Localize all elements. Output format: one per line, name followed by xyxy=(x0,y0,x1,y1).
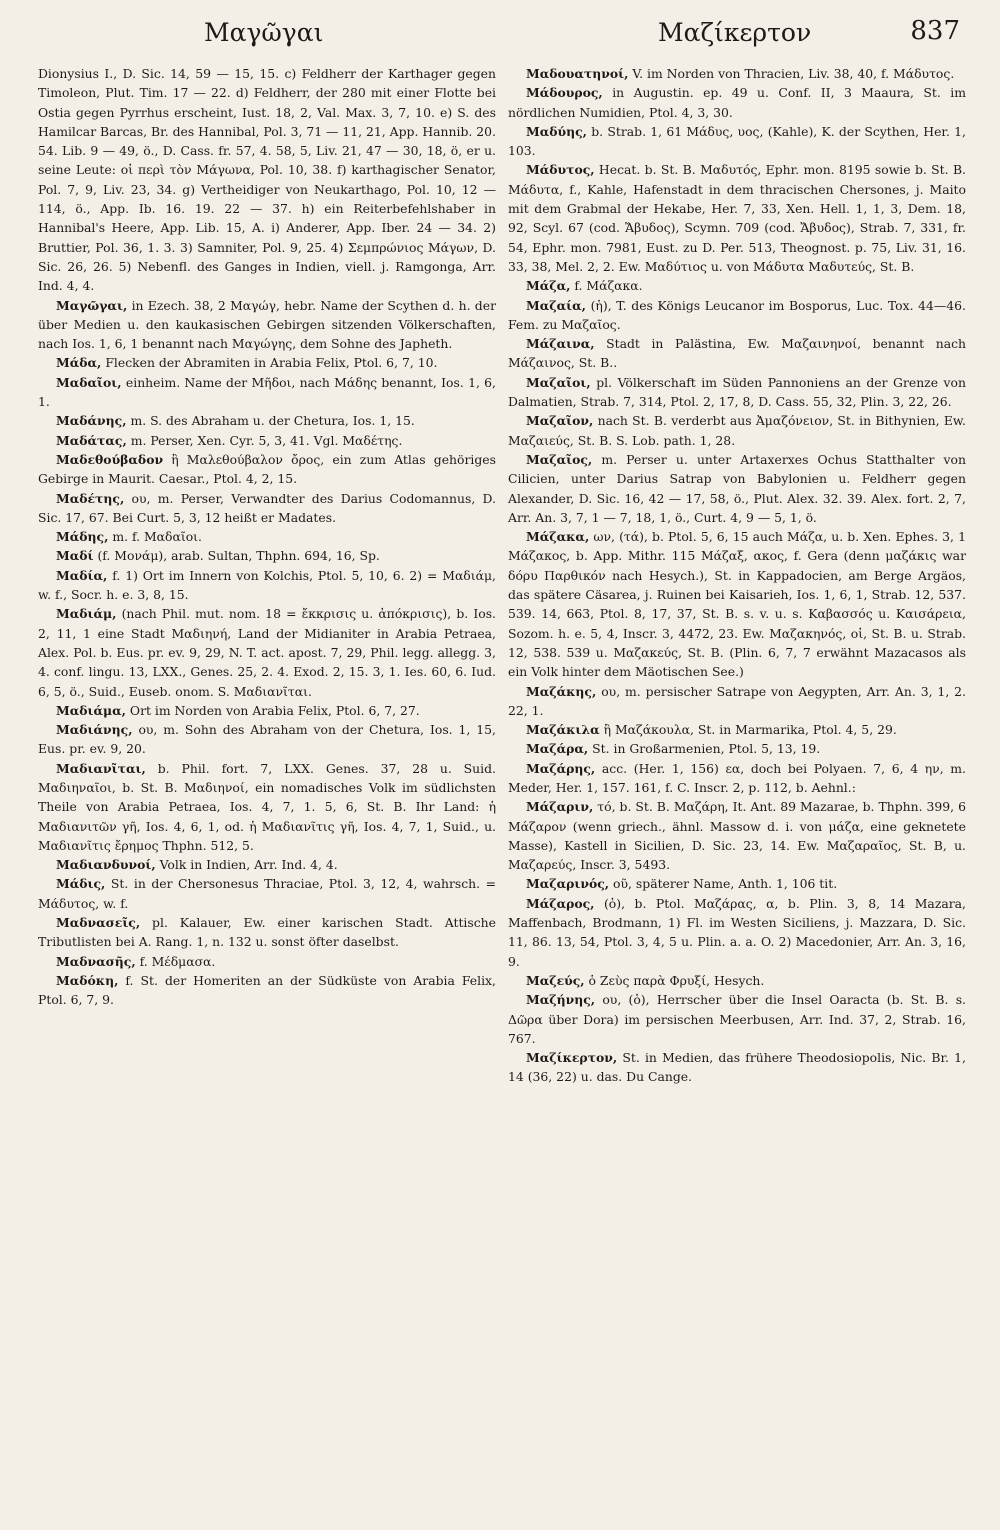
entry-headword: Μαζαρινός, xyxy=(526,876,610,892)
entry-text: St. in Großarmenien, Ptol. 5, 13, 19. xyxy=(588,741,821,757)
entry-headword: Μαδιάνης, xyxy=(56,722,133,738)
entry-text: τό, b. St. B. Μαζάρη, It. Ant. 89 Mazarae, b. Thphn. 399, 6 Μάζαρον (wenn griech., ähnl. Massow d. i. von μάζα, eine geknetete Masse), Kastell in Sicilien, D. Sic. 23, 14. Ew. Μαζαραῖος, St. B, u. Μαζαρεύς, Inscr. 3, 5493. xyxy=(508,799,966,873)
dictionary-entry xyxy=(38,604,496,700)
dictionary-entry xyxy=(38,566,496,605)
dictionary-entry xyxy=(38,759,496,855)
running-head-right: Μαζίκερτον xyxy=(658,18,812,47)
entry-headword: Μαδιάμα, xyxy=(56,702,126,718)
dictionary-entry xyxy=(38,64,496,296)
entry-text: ου, m. Perser, Verwandter des Darius Codomannus, D. Sic. 17, 67. Bei Curt. 5, 3, 12 heißt er Madates. xyxy=(38,490,496,525)
left-column xyxy=(38,64,496,1087)
dictionary-entry xyxy=(508,296,966,335)
entry-text: f. Μέδμασα. xyxy=(135,953,216,969)
dictionary-entry xyxy=(508,874,966,893)
dictionary-entry xyxy=(38,913,496,952)
dictionary-entry xyxy=(38,411,496,430)
dictionary-entry xyxy=(508,1048,966,1087)
entry-text: acc. (Her. 1, 156) εα, doch bei Polyaen. 7, 6, 4 ην, m. Meder, Her. 1, 157. 161, f. C. Inscr. 2, p. 112, b. Aehnl.: xyxy=(508,760,966,795)
entry-text: b. Strab. 1, 61 Μάδυς, υος, (Kahle), K. der Scythen, Her. 1, 103. xyxy=(508,123,966,159)
entry-text: Volk in Indien, Arr. Ind. 4, 4. xyxy=(155,857,338,873)
entry-headword: Μάδυτος, xyxy=(526,162,595,178)
entry-headword: Μάζακα, xyxy=(526,529,590,545)
entry-headword: Μάδις, xyxy=(56,876,106,892)
entry-headword: Μαζαῖοι, xyxy=(526,374,591,390)
entry-text: m. Perser u. unter Artaxerxes Ochus Statthalter von Cilicien, unter Darius Satrap von Babylonien u. Feldherr gegen Alexander, D. Sic. 16, 42 — 17, 58, ö., Plut. Alex. 32. 39. Alex. fort. 2, 7, Arr. An. 3, 7, 1 — 7, 18, 1, ö., Curt. 4, 9 — 5, 1, ö. xyxy=(508,451,966,525)
page-header xyxy=(38,8,966,62)
entry-text: St. in Medien, das frühere Theodosiopolis, Nic. Br. 1, 14 (36, 22) u. das. Du Cange. xyxy=(508,1050,966,1085)
entry-headword: Μάδουρος, xyxy=(526,85,603,101)
dictionary-entry xyxy=(38,373,496,412)
dictionary-entry xyxy=(38,855,496,874)
entry-headword: Μαζάρης, xyxy=(526,760,596,776)
dictionary-entry xyxy=(508,720,966,739)
dictionary-entry xyxy=(508,682,966,721)
entry-headword: Μαδία, xyxy=(56,567,108,583)
entry-headword: Μάζαρος, xyxy=(526,895,595,911)
text-columns xyxy=(38,64,966,1087)
entry-headword: Μάζα, xyxy=(526,278,571,294)
entry-headword: Μαδιανῖται, xyxy=(56,760,146,776)
dictionary-entry xyxy=(38,527,496,546)
entry-text: f. Μάζακα. xyxy=(570,278,643,294)
entry-headword: Μαδεθούβαδον xyxy=(56,451,164,467)
entry-text: Ort im Norden von Arabia Felix, Ptol. 6, 7, 27. xyxy=(125,702,420,718)
dictionary-entry xyxy=(38,701,496,720)
entry-text: ου, (ὁ), Herrscher über die Insel Oaracta (b. St. B. s. Δῶρα über Dora) im persischen Meerbusen, Arr. Ind. 37, 2, Strab. 16, 767. xyxy=(508,992,966,1046)
entry-headword: Μαζαῖον, xyxy=(526,413,594,429)
dictionary-entry xyxy=(508,797,966,874)
running-head-left: Μαγῶγαι xyxy=(204,18,324,47)
entry-headword: Μαζαῖος, xyxy=(526,451,593,467)
entry-headword: Μάδης, xyxy=(56,529,109,545)
entry-headword: Μαδιανδυνοί, xyxy=(56,857,156,873)
entry-text: ἢ Μαλεθούβαλον ὄρος, ein zum Atlas gehöriges Gebirge in Maurit. Caesar., Ptol. 4, 2, 15. xyxy=(38,451,496,487)
entry-text: (f. Μονάμ), arab. Sultan, Thphn. 694, 16, Sp. xyxy=(93,548,380,564)
entry-headword: Μαζεύς, xyxy=(526,972,585,988)
entry-text: ὁ Ζεὺς παρὰ Φρυξί, Hesych. xyxy=(584,972,765,988)
entry-text: ἢ Μαζάκουλα, St. in Marmarika, Ptol. 4, 5, 29. xyxy=(599,722,897,738)
entry-headword: Μαδάνης, xyxy=(56,413,127,429)
dictionary-entry xyxy=(508,411,966,450)
entry-headword: Μαζήνης, xyxy=(526,992,596,1008)
entry-text: (ὁ), b. Ptol. Μαζάρας, α, b. Plin. 3, 8, 14 Mazara, Maffenbach, Brodmann, 1) Fl. im Westen Siciliens, j. Mazzara, D. Sic. 11, 86. 13, 54, Ptol. 3, 4, 5 u. Plin. a. a. O. 2) Macedonier, Arr. An. 3, 16, 9. xyxy=(508,895,966,969)
dictionary-entry xyxy=(38,546,496,565)
dictionary-entry xyxy=(508,83,966,122)
dictionary-entry xyxy=(38,431,496,450)
dictionary-entry xyxy=(508,971,966,990)
entry-text: Dionysius I., D. Sic. 14, 59 — 15, 15. c) Feldherr der Karthager gegen Timoleon, Plut. Tim. 17 — 22. d) Feldherr, der 280 mit einer Flotte bei Ostia gegen Pyrrhus erscheint, Iust. 18, 2, Val. Max. 3, 7, 10. e) S. des Hamilcar Barcas, Br. des Hannibal, Pol. 3, 71 — 11, 21, App. Hannib. 20. 54. Lib. 9 — 49, ö., D. Cass. fr. 57, 4. 58, 5, Liv. 21, 47 — 30, 18, ö, er u. seine Leute: οἱ περὶ τὸν Μάγωνα, Pol. 10, 38. f) karthagischer Senator, Pol. 7, 9, Liv. 23, 34. g) Vertheidiger von Neukarthago, Pol. 10, 12 — 114, ö., App. Ib. 16. 19. 22 — 37. h) ein Reiterbefehlshaber in Hannibal's Heere, App. Lib. 15, A. i) Anderer, App. Iber. 24 — 34. 2) Bruttier, Pol. 36, 1. 3. 3) Samniter, Pol. 9, 25. 4) Σεμπρώνιος Μάγων, D. Sic. 26, 26. 5) Nebenfl. des Ganges in Indien, viell. j. Ramgonga, Arr. Ind. 4, 4. xyxy=(38,66,496,294)
dictionary-entry xyxy=(38,952,496,971)
entry-headword: Μαδάτας, xyxy=(56,432,127,448)
dictionary-entry xyxy=(508,334,966,373)
entry-headword: Μαγῶγαι, xyxy=(56,297,128,313)
dictionary-entry xyxy=(508,160,966,276)
entry-headword: Μαδνασῆς, xyxy=(56,953,136,969)
dictionary-entry xyxy=(38,296,496,354)
dictionary-entry xyxy=(508,122,966,161)
entry-text: in Augustin. ep. 49 u. Conf. II, 3 Maaura, St. im nördlichen Numidien, Ptol. 4, 3, 30. xyxy=(508,85,966,120)
entry-text: (nach Phil. mut. nom. 18 = ἔκκρισις u. ἀπόκρισις), b. Ios. 2, 11, 1 eine Stadt Μαδιηνή, Land der Midianiter in Arabia Petraea, Alex. Pol. b. Eus. pr. ev. 9, 29, N. T. act. apost. 7, 29, Phil. legg. allegg. 3, 4. conf. lingu. 13, LXX., Genes. 25, 2. 4. Exod. 2, 15. 3, 1. Ies. 60, 6. Iud. 6, 5, ö., Suid., Euseb. onom. S. Μαδιανῖται. xyxy=(38,606,496,699)
dictionary-entry xyxy=(508,739,966,758)
entry-headword: Μαδύης, xyxy=(526,123,587,139)
dictionary-entry xyxy=(508,373,966,412)
entry-text: V. im Norden von Thracien, Liv. 38, 40, f. Μάδυτος. xyxy=(628,66,955,81)
dictionary-entry xyxy=(38,720,496,759)
entry-text: pl. Kalauer, Ew. einer karischen Stadt. Attische Tributlisten bei A. Rang. 1, n. 132 u. sonst öfter daselbst. xyxy=(38,915,496,950)
dictionary-entry xyxy=(508,759,966,798)
entry-headword: Μαζαία, xyxy=(526,297,586,313)
entry-text: f. St. der Homeriten an der Südküste von Arabia Felix, Ptol. 6, 7, 9. xyxy=(38,972,496,1008)
entry-headword: Μαδιάμ, xyxy=(56,606,117,622)
dictionary-entry xyxy=(38,353,496,372)
entry-headword: Μαδαῖοι, xyxy=(56,374,122,390)
entry-text: Hecat. b. St. B. Μαδυτός, Ephr. mon. 8195 sowie b. St. B. Μάδυτα, f., Kahle, Hafenstadt in dem thracischen Chersones, j. Maito mit dem Grabmal der Hekabe, Her. 7, 33, Xen. Hell. 1, 1, 3, Dem. 18, 92, Scyl. 67 (cod. Ἄβυδος), Scymn. 709 (cod. Ἄβυδος), Strab. 7, 331, fr. 54, Ephr. mon. 7981, Eust. zu D. Per. 513, Theognost. p. 75, Liv. 31, 16. 33, 38, Mel. 2, 2. Ew. Μαδύτιος u. von Μάδυτα Μαδυτεύς, St. B. xyxy=(508,162,966,274)
entry-text: St. in der Chersonesus Thraciae, Ptol. 3, 12, 4, wahrsch. = Μάδυτος, w. f. xyxy=(38,876,496,911)
entry-headword: Μαζάκης, xyxy=(526,683,597,699)
entry-headword: Μάδα, xyxy=(56,355,102,371)
entry-text: ων, (τά), b. Ptol. 5, 6, 15 auch Μάζα, u. b. Xen. Ephes. 3, 1 Μάζακος, b. App. Mithr. 115 Μάζαξ, ακος, f. Gera (denn μαζάκις war δόρυ Παρθικόν nach Hesych.), St. in Kappadocien, am Berge Argäos, das spätere Cäsarea, j. Ruinen bei Kaisarieh, Ios. 1, 6, 1, Strab. 12, 537. 539. 14, 663, Ptol. 8, 17, 37, St. B. s. v. u. s. Καβασσός u. Καισάρεια, Sozom. h. e. 5, 4, Inscr. 3, 4472, 23. Ew. Μαζακηνός, οἱ, St. B. u. Strab. 12, 538. 539 u. Μαζακεύς, St. B. (Plin. 6, 7, 7 erwähnt Mazacasos als ein Volk hinter dem Mäotischen See.) xyxy=(508,529,966,680)
entry-headword: Μαδί xyxy=(56,548,94,564)
dictionary-entry xyxy=(508,527,966,681)
entry-text: m. Perser, Xen. Cyr. 5, 3, 41. Vgl. Μαδέτης. xyxy=(126,432,403,448)
entry-headword: Μαζάρα, xyxy=(526,741,589,757)
page-number: 837 xyxy=(910,16,960,46)
entry-text: ου, m. Sohn des Abraham von der Chetura, Ios. 1, 15, Eus. pr. ev. 9, 20. xyxy=(38,722,496,757)
dictionary-entry xyxy=(38,971,496,1010)
dictionary-entry xyxy=(508,276,966,295)
entry-headword: Μαδουατηνοί, xyxy=(526,66,629,81)
entry-text: in Ezech. 38, 2 Μαγώγ, hebr. Name der Scythen d. h. der über Medien u. den kaukasischen Gebirgen sitzenden Völkerschaften, nach Ios. 1, 6, 1 benannt nach Μαγώγης, dem Sohne des Japheth. xyxy=(38,297,496,352)
dictionary-entry xyxy=(508,450,966,527)
dictionary-entry xyxy=(38,874,496,913)
dictionary-entry xyxy=(38,450,496,489)
right-column xyxy=(508,64,966,1087)
dictionary-entry xyxy=(38,489,496,528)
entry-headword: Μαδέτης, xyxy=(56,490,125,506)
entry-text: Stadt in Palästina, Ew. Μαζαινηνοί, benannt nach Μάζαινος, St. B.. xyxy=(508,336,966,371)
entry-text: pl. Völkerschaft im Süden Pannoniens an der Grenze von Dalmatien, Strab. 7, 314, Ptol. 2, 17, 8, D. Cass. 55, 32, Plin. 3, 22, 26. xyxy=(508,374,966,410)
entry-text: nach St. B. verderbt aus Ἀμαζόνειον, St. in Bithynien, Ew. Μαζαιεύς, St. B. S. Lob. path. 1, 28. xyxy=(508,413,966,448)
dictionary-entry xyxy=(508,894,966,971)
entry-text: Flecken der Abramiten in Arabia Felix, Ptol. 6, 7, 10. xyxy=(101,355,438,371)
entry-headword: Μάζαριν, xyxy=(526,799,594,815)
entry-text: ου, m. persischer Satrape von Aegypten, Arr. An. 3, 1, 2. 22, 1. xyxy=(508,683,966,718)
entry-text: οῦ, späterer Name, Anth. 1, 106 tit. xyxy=(609,876,838,892)
entry-text: einheim. Name der Μῆδοι, nach Μάδης benannt, Ios. 1, 6, 1. xyxy=(38,374,496,410)
entry-headword: Μαζίκερτον, xyxy=(526,1050,618,1066)
entry-headword: Μαζάκιλα xyxy=(526,722,600,738)
dictionary-entry xyxy=(508,64,966,83)
entry-text: b. Phil. fort. 7, LXX. Genes. 37, 28 u. Suid. Μαδιηναῖοι, b. St. B. Μαδιηνοί, ein nomadisches Volk im südlichsten Theile von Arabia Petraea, Ios. 4, 7, 1. 5, 6, St. B. Ihr Land: ἡ Μαδιανιτῶν γῆ, Ios. 4, 6, 1, od. ἡ Μαδιανῖτις γῆ, Ios. 4, 7, 1, Suid., u. Μαδιανῖτις ἔρημος Thphn. 512, 5. xyxy=(38,760,496,853)
entry-text: f. 1) Ort im Innern von Kolchis, Ptol. 5, 10, 6. 2) = Μαδιάμ, w. f., Socr. h. e. 3, 8, 15. xyxy=(38,567,496,603)
dictionary-entry xyxy=(508,990,966,1048)
entry-headword: Μάζαινα, xyxy=(526,336,595,352)
entry-text: m. S. des Abraham u. der Chetura, Ios. 1, 15. xyxy=(126,413,415,429)
entry-text: (ἡ), T. des Königs Leucanor im Bosporus, Luc. Tox. 44—46. Fem. zu Μαζαῖος. xyxy=(508,297,966,332)
entry-headword: Μαδόκη, xyxy=(56,972,119,988)
entry-headword: Μαδνασεῖς, xyxy=(56,915,141,931)
entry-text: m. f. Μαδαῖοι. xyxy=(108,529,202,545)
